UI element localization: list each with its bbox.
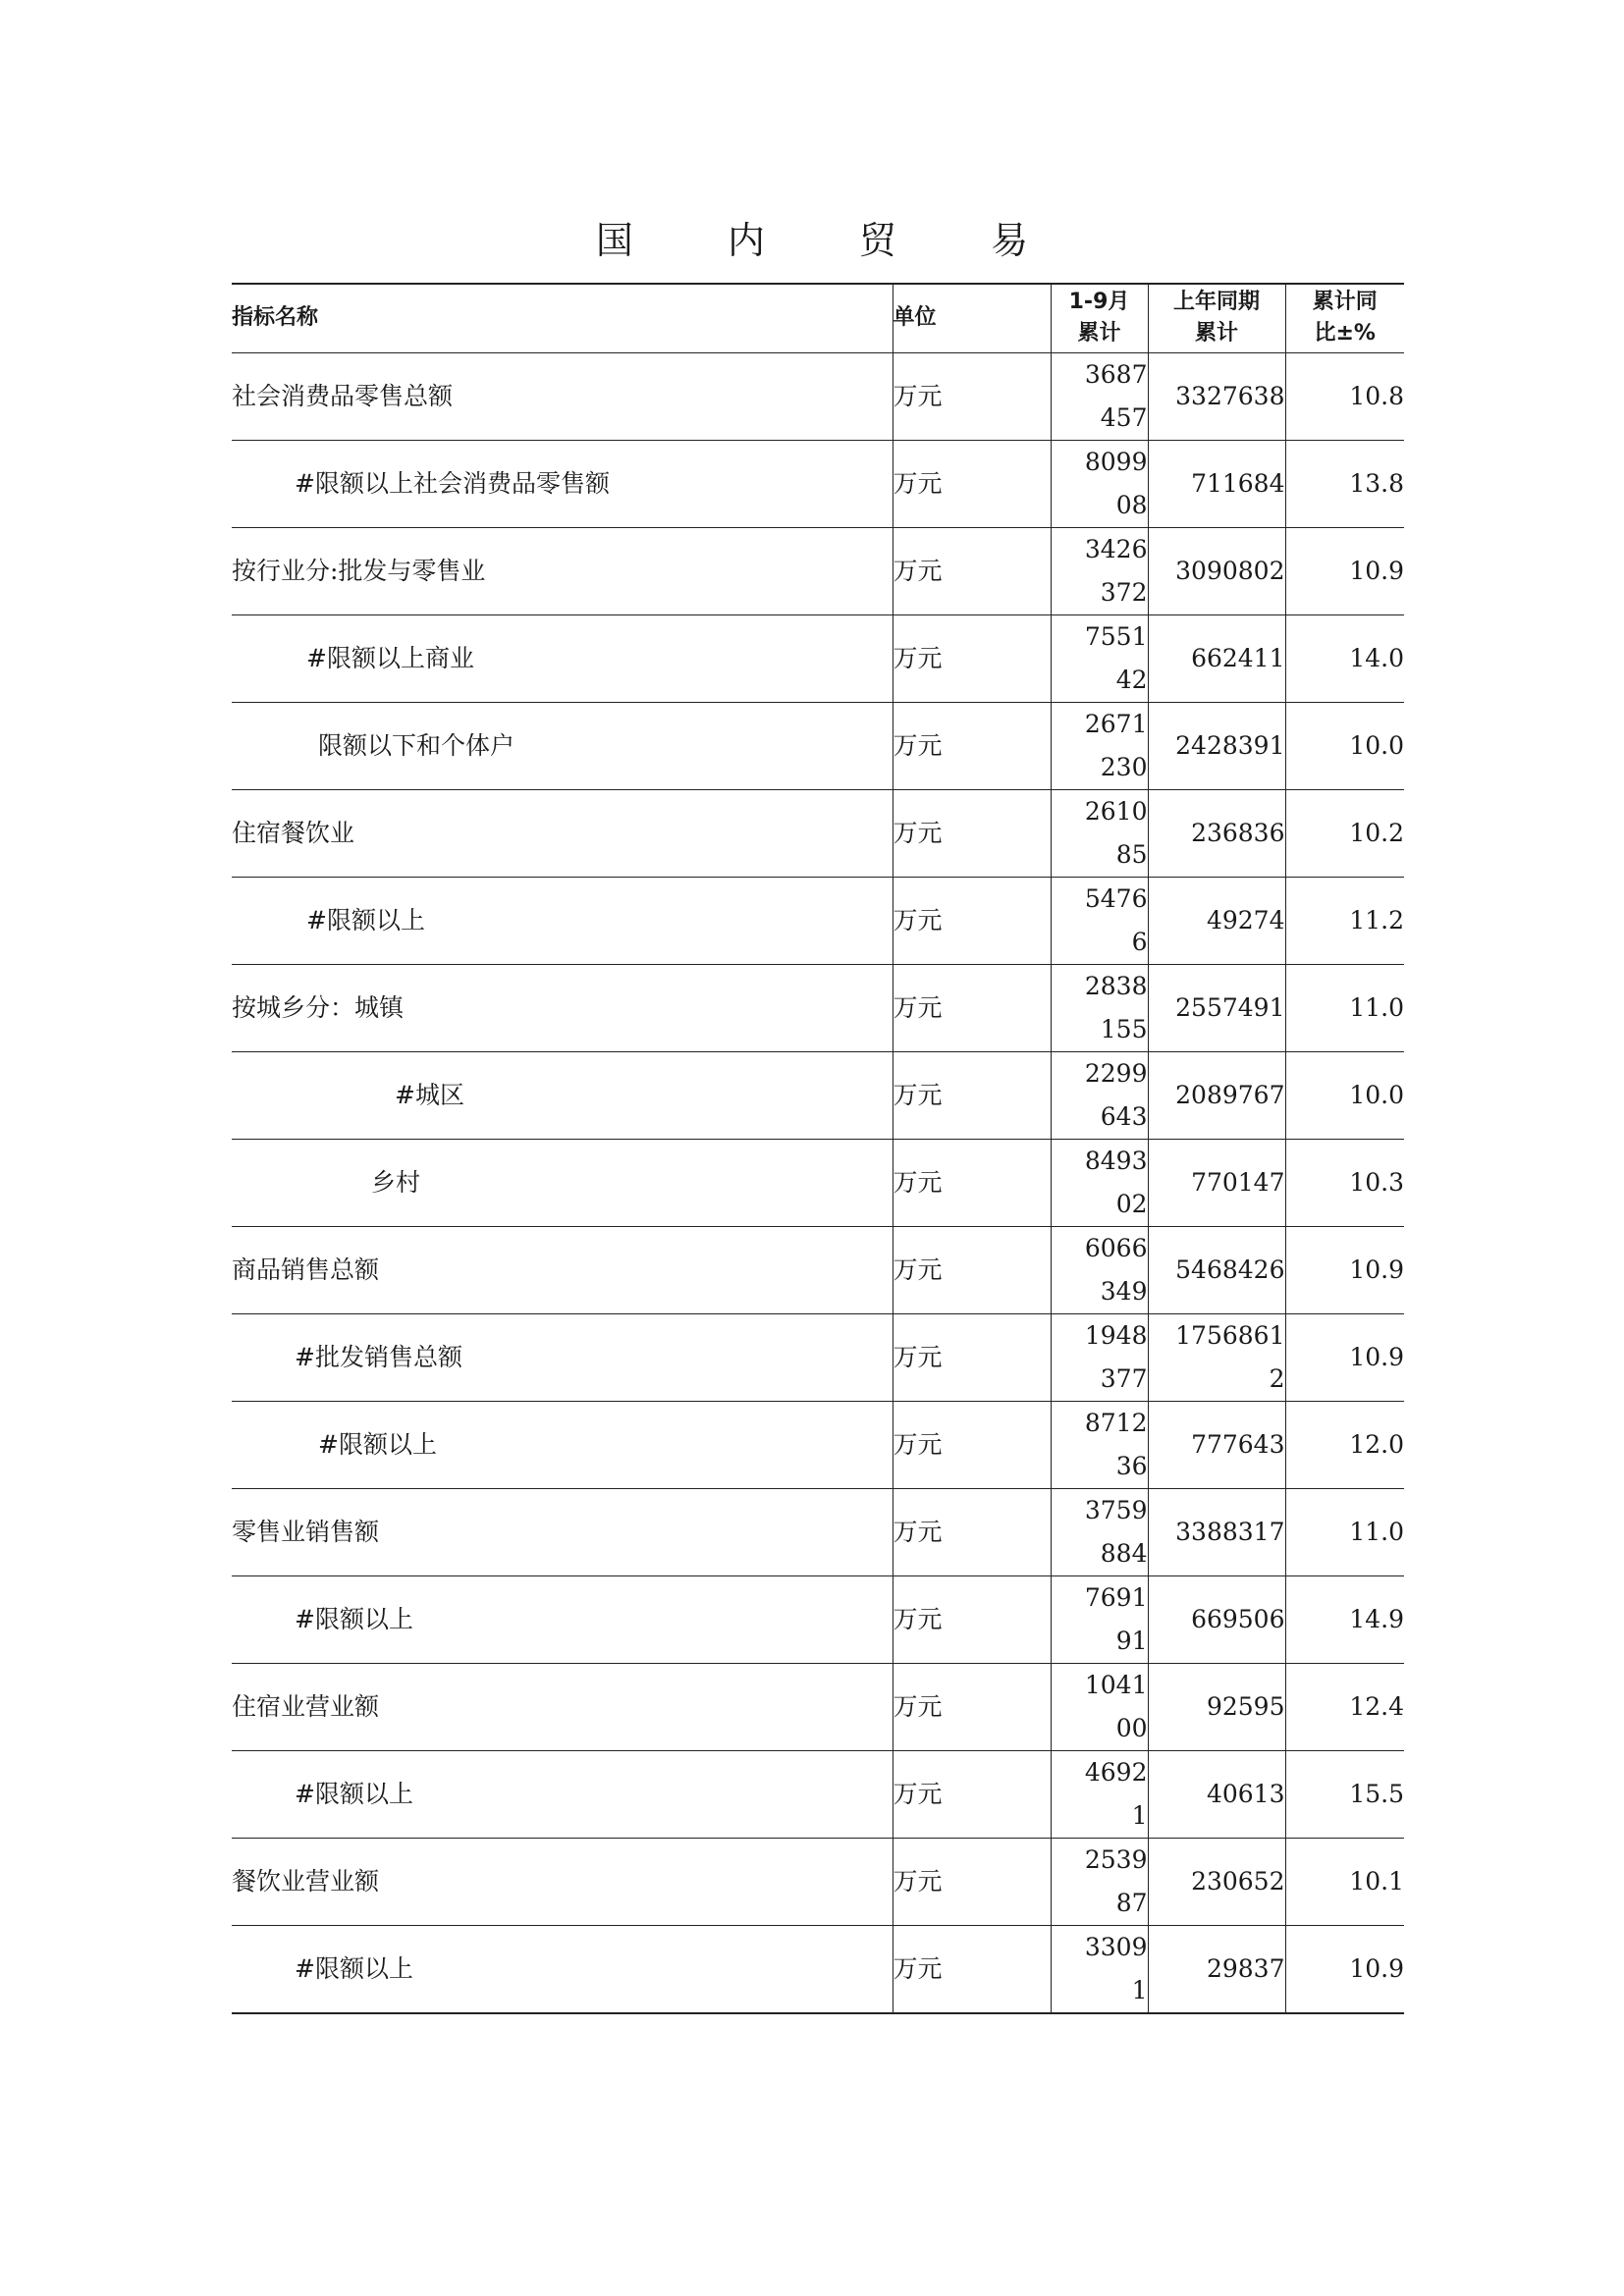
row-name: 乡村	[232, 1139, 893, 1226]
row-name: #限额以上	[232, 877, 893, 964]
row-prev-a: 1756861	[1175, 1320, 1285, 1350]
row-cumulative-b: 643	[1100, 1101, 1148, 1131]
row-name: 餐饮业营业额	[232, 1838, 893, 1925]
row-unit: 万元	[893, 964, 1051, 1051]
row-prev	[1148, 877, 1285, 964]
row-cumulative	[1051, 789, 1148, 877]
row-cumulative-b: 457	[1100, 402, 1148, 432]
row-cumulative-a: 2299	[1084, 1058, 1148, 1088]
row-prev	[1148, 1401, 1285, 1488]
row-cumulative-b: 08	[1115, 490, 1148, 519]
header-unit-label: 单位	[893, 305, 937, 331]
row-cumulative-a: 3687	[1084, 359, 1148, 389]
table-row	[232, 1488, 1404, 1575]
row-yoy: 10.2	[1285, 789, 1404, 877]
table-row	[232, 440, 1404, 527]
row-cumulative	[1051, 877, 1148, 964]
header-yoy-line2: 比±%	[1314, 321, 1376, 347]
row-prev-a: 230652	[1191, 1866, 1285, 1896]
row-cumulative	[1051, 440, 1148, 527]
row-name: 社会消费品零售总额	[232, 352, 893, 440]
row-prev	[1148, 614, 1285, 702]
row-prev	[1148, 1925, 1285, 2013]
row-name: 住宿业营业额	[232, 1663, 893, 1750]
row-prev-a: 29837	[1206, 1953, 1285, 1983]
row-yoy: 11.0	[1285, 964, 1404, 1051]
table-row	[232, 1401, 1404, 1488]
row-name: 商品销售总额	[232, 1226, 893, 1313]
header-cumulative	[1051, 284, 1148, 352]
table-row	[232, 1051, 1404, 1139]
table-row	[232, 1313, 1404, 1401]
row-cumulative	[1051, 1226, 1148, 1313]
table-row	[232, 352, 1404, 440]
row-prev-a: 3388317	[1175, 1517, 1285, 1546]
row-name: #批发销售总额	[232, 1313, 893, 1401]
row-prev-a: 2557491	[1175, 992, 1285, 1022]
row-prev-a: 711684	[1191, 468, 1285, 498]
row-cumulative	[1051, 1925, 1148, 2013]
row-name: 零售业销售额	[232, 1488, 893, 1575]
row-cumulative-b: 00	[1115, 1713, 1148, 1742]
row-unit: 万元	[893, 352, 1051, 440]
table-row	[232, 1838, 1404, 1925]
row-prev-a: 49274	[1206, 905, 1285, 934]
row-cumulative-b: 91	[1115, 1626, 1148, 1655]
row-cumulative	[1051, 1139, 1148, 1226]
row-name: #城区	[232, 1051, 893, 1139]
row-yoy: 10.0	[1285, 1051, 1404, 1139]
row-prev-a: 3327638	[1175, 381, 1285, 410]
row-cumulative-a: 8493	[1084, 1146, 1148, 1175]
row-yoy: 10.9	[1285, 1313, 1404, 1401]
row-yoy: 10.0	[1285, 702, 1404, 789]
row-prev	[1148, 440, 1285, 527]
row-cumulative	[1051, 352, 1148, 440]
row-cumulative-a: 4692	[1084, 1757, 1148, 1787]
row-cumulative-b: 884	[1100, 1538, 1148, 1568]
row-prev-a: 669506	[1191, 1604, 1285, 1633]
table-row	[232, 877, 1404, 964]
row-cumulative	[1051, 527, 1148, 614]
table-row	[232, 1226, 1404, 1313]
row-name: #限额以上社会消费品零售额	[232, 440, 893, 527]
row-prev-a: 3090802	[1175, 556, 1285, 585]
row-prev	[1148, 1663, 1285, 1750]
header-yoy	[1285, 284, 1404, 352]
row-cumulative	[1051, 1750, 1148, 1838]
row-cumulative	[1051, 1313, 1148, 1401]
row-yoy: 10.9	[1285, 527, 1404, 614]
row-prev	[1148, 352, 1285, 440]
row-name: 按城乡分：城镇	[232, 964, 893, 1051]
row-cumulative-a: 7551	[1084, 621, 1148, 651]
row-yoy: 11.0	[1285, 1488, 1404, 1575]
row-name: 住宿餐饮业	[232, 789, 893, 877]
row-cumulative-a: 2671	[1084, 709, 1148, 738]
domestic-trade-table	[232, 283, 1404, 2014]
row-prev	[1148, 1226, 1285, 1313]
row-prev-a: 777643	[1191, 1429, 1285, 1459]
row-yoy: 14.0	[1285, 614, 1404, 702]
row-unit: 万元	[893, 1051, 1051, 1139]
row-name: #限额以上	[232, 1401, 893, 1488]
table-row	[232, 702, 1404, 789]
row-cumulative-b: 230	[1100, 752, 1148, 781]
row-prev	[1148, 964, 1285, 1051]
row-cumulative-b: 349	[1100, 1276, 1148, 1306]
row-prev-a: 40613	[1206, 1779, 1285, 1808]
row-cumulative-a: 7691	[1084, 1582, 1148, 1612]
row-unit: 万元	[893, 1488, 1051, 1575]
row-cumulative	[1051, 1838, 1148, 1925]
row-prev	[1148, 527, 1285, 614]
row-cumulative-a: 8099	[1084, 447, 1148, 476]
header-prev-line1: 上年同期	[1172, 290, 1260, 315]
row-yoy: 12.4	[1285, 1663, 1404, 1750]
table-row	[232, 1575, 1404, 1663]
row-cumulative-a: 3309	[1084, 1932, 1148, 1961]
table-row	[232, 964, 1404, 1051]
row-yoy: 13.8	[1285, 440, 1404, 527]
row-unit: 万元	[893, 527, 1051, 614]
row-unit: 万元	[893, 1313, 1051, 1401]
table-row	[232, 1925, 1404, 2013]
row-prev	[1148, 1750, 1285, 1838]
row-unit: 万元	[893, 1838, 1051, 1925]
row-unit: 万元	[893, 1401, 1051, 1488]
header-unit	[893, 284, 1051, 352]
row-prev-a: 662411	[1191, 643, 1285, 672]
row-prev-a: 2428391	[1175, 730, 1285, 760]
row-name: 限额以下和个体户	[232, 702, 893, 789]
row-unit: 万元	[893, 1750, 1051, 1838]
row-name: #限额以上	[232, 1575, 893, 1663]
row-yoy: 10.8	[1285, 352, 1404, 440]
row-unit: 万元	[893, 440, 1051, 527]
row-cumulative-b: 1	[1131, 1800, 1148, 1830]
row-unit: 万元	[893, 1663, 1051, 1750]
header-cumulative-line2: 累计	[1077, 321, 1121, 347]
row-yoy: 11.2	[1285, 877, 1404, 964]
row-cumulative-a: 2610	[1084, 796, 1148, 826]
header-prev-year	[1148, 284, 1285, 352]
row-cumulative	[1051, 1401, 1148, 1488]
row-prev	[1148, 1051, 1285, 1139]
row-yoy: 15.5	[1285, 1750, 1404, 1838]
table-row	[232, 789, 1404, 877]
row-prev	[1148, 1488, 1285, 1575]
row-cumulative-b: 155	[1100, 1014, 1148, 1043]
row-cumulative-b: 1	[1131, 1975, 1148, 2004]
header-yoy-line1: 累计同	[1312, 290, 1378, 315]
row-yoy: 12.0	[1285, 1401, 1404, 1488]
header-prev-line2: 累计	[1194, 321, 1238, 347]
row-unit: 万元	[893, 877, 1051, 964]
row-prev-a: 5468426	[1175, 1255, 1285, 1284]
row-cumulative	[1051, 702, 1148, 789]
row-cumulative	[1051, 964, 1148, 1051]
row-cumulative-a: 5476	[1084, 883, 1148, 913]
row-cumulative-a: 2838	[1084, 971, 1148, 1000]
row-cumulative-a: 1041	[1084, 1670, 1148, 1699]
row-prev	[1148, 1575, 1285, 1663]
row-unit: 万元	[893, 1139, 1051, 1226]
header-cumulative-line1: 1-9月	[1068, 290, 1130, 315]
row-cumulative	[1051, 1488, 1148, 1575]
row-name: #限额以上商业	[232, 614, 893, 702]
row-cumulative-a: 2539	[1084, 1844, 1148, 1874]
row-cumulative-a: 3759	[1084, 1495, 1148, 1524]
row-cumulative-b: 85	[1115, 839, 1148, 869]
header-indicator-name: 指标名称	[232, 284, 893, 352]
row-unit: 万元	[893, 1226, 1051, 1313]
row-cumulative	[1051, 1663, 1148, 1750]
table-row	[232, 614, 1404, 702]
row-cumulative-a: 3426	[1084, 534, 1148, 563]
row-cumulative-b: 377	[1100, 1363, 1148, 1393]
page-title: 国 内 贸 易	[595, 219, 1070, 262]
row-prev-a: 2089767	[1175, 1080, 1285, 1109]
row-yoy: 14.9	[1285, 1575, 1404, 1663]
row-cumulative-b: 02	[1115, 1189, 1148, 1218]
row-cumulative-a: 8712	[1084, 1408, 1148, 1437]
row-unit: 万元	[893, 702, 1051, 789]
row-name: 按行业分:批发与零售业	[232, 527, 893, 614]
table-row	[232, 1139, 1404, 1226]
row-yoy: 10.9	[1285, 1226, 1404, 1313]
row-cumulative-b: 42	[1115, 665, 1148, 694]
row-cumulative-b: 87	[1115, 1888, 1148, 1917]
row-cumulative-b: 6	[1131, 927, 1148, 956]
table-header-row	[232, 284, 1404, 352]
row-yoy: 10.3	[1285, 1139, 1404, 1226]
row-unit: 万元	[893, 789, 1051, 877]
row-cumulative-b: 36	[1115, 1451, 1148, 1480]
row-cumulative	[1051, 1575, 1148, 1663]
row-prev	[1148, 702, 1285, 789]
row-prev	[1148, 1139, 1285, 1226]
row-prev	[1148, 1313, 1285, 1401]
row-prev	[1148, 789, 1285, 877]
row-prev-a: 236836	[1191, 818, 1285, 847]
row-cumulative-b: 372	[1100, 577, 1148, 607]
row-prev-b: 2	[1269, 1363, 1285, 1393]
row-prev-a: 770147	[1191, 1167, 1285, 1197]
table-row	[232, 527, 1404, 614]
row-cumulative	[1051, 1051, 1148, 1139]
row-cumulative-a: 1948	[1084, 1320, 1148, 1350]
row-name: #限额以上	[232, 1925, 893, 2013]
row-yoy: 10.1	[1285, 1838, 1404, 1925]
row-name: #限额以上	[232, 1750, 893, 1838]
row-prev-a: 92595	[1206, 1691, 1285, 1721]
table-row	[232, 1750, 1404, 1838]
row-unit: 万元	[893, 1925, 1051, 2013]
row-unit: 万元	[893, 1575, 1051, 1663]
table-row	[232, 1663, 1404, 1750]
row-prev	[1148, 1838, 1285, 1925]
row-yoy: 10.9	[1285, 1925, 1404, 2013]
row-unit: 万元	[893, 614, 1051, 702]
row-cumulative	[1051, 614, 1148, 702]
row-cumulative-a: 6066	[1084, 1233, 1148, 1262]
